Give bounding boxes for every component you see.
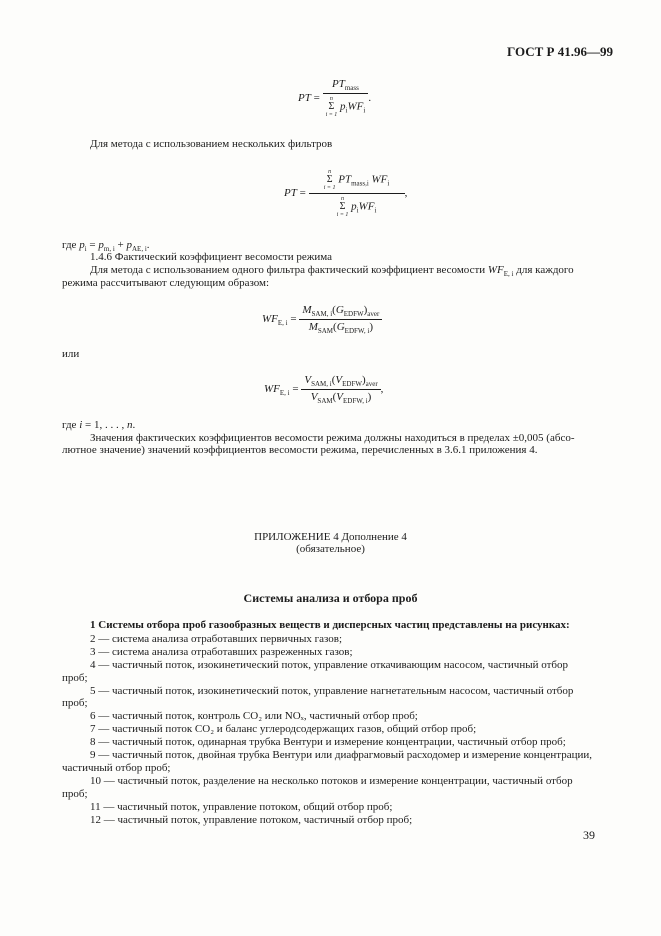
definition-pi: где $p_i = p_{m, i} + p_{AE, i}$. (62, 239, 150, 253)
list-item-continuation: проб; (62, 672, 88, 684)
list-item: 6 — частичный поток, контроль CO₂ или NOₓ, частичный отбор проб; (90, 710, 418, 722)
list-item: 2 — система анализа отработавших первичных газов; (90, 633, 343, 645)
formula-lhs: PT (298, 92, 311, 105)
list-item: 5 — частичный поток, изокинетический поток, управление нагнетательным насосом, частичный отбор (90, 685, 574, 697)
list-item: 8 — частичный поток, одинарная трубка Вентури и измерение концентрации, частичный отбор проб; (90, 736, 566, 748)
paragraph-one-filter-cont: режима рассчитывают следующим образом: (62, 277, 270, 289)
list-item: 9 — частичный поток, двойная трубка Вентури или диафрагмовый расходомер и измерение концентрации, (90, 749, 593, 761)
formula-fraction: $\frac{M_{SAM, i}(G_{EDFW})_{aver}}{M_{SAM}(G_{EDFW, i})}$ (299, 304, 382, 335)
list-item: 10 — частичный поток, разделение на несколько потоков и измерение концентрации, частичный отбор (90, 775, 573, 787)
section-1-4-6: 1.4.6 Фактический коэффициент весомости режима (90, 251, 333, 263)
sum-symbol: n Σ i = 1 (336, 196, 349, 218)
document-header: ГОСТ Р 41.96—99 (507, 44, 613, 59)
formula-pt-single: PT = $PT_{mass}$ n Σ i = 1 $p_iWF_i$ . (298, 78, 372, 118)
num-symbol: PT (332, 78, 345, 90)
list-item: 7 — частичный поток CO₂ и баланс углеродсодержащих газов, общий отбор проб; (90, 723, 477, 735)
formula-fraction: n Σ i = 1 $PT_{mass,i}$ $WF_i$ n Σ i = 1 $p_iWF_i$ (309, 168, 405, 219)
list-item: 4 — частичный поток, изокинетический поток, управление откачивающим насосом, частичный отбор (90, 659, 569, 671)
formula-wf-volume: $WF_{E, i}$ = $\frac{V_{SAM, i}(V_{EDFW})_{aver}}{V_{SAM}(V_{EDFW, i})}$ , (264, 374, 384, 405)
formula-fraction: $\frac{V_{SAM, i}(V_{EDFW})_{aver}}{V_{SAM}(V_{EDFW, i})}$ (301, 374, 380, 405)
paragraph-one-filter: Для метода с использованием одного фильтра фактический коэффициент весомости $WF_{E, i}$ для каждого (90, 264, 574, 278)
page-number: 39 (583, 828, 595, 842)
list-item: 11 — частичный поток, управление потоком, общий отбор проб; (90, 801, 393, 813)
section-title: Системы анализа и отбора проб (243, 591, 418, 605)
list-item-continuation: частичный отбор проб; (62, 762, 171, 774)
formula-pt-multi: PT = n Σ i = 1 $PT_{mass,i}$ $WF_i$ n Σ i = 1 $p_iWF_i$ , (284, 169, 408, 218)
paragraph-values-line2: лютное значение) значений коэффициентов весомости режима, перечисленных в 3.6.1 приложения 4. (62, 444, 538, 456)
list-item-continuation: проб; (62, 697, 88, 709)
formula-fraction: $PT_{mass}$ n Σ i = 1 $p_iWF_i$ (323, 78, 369, 119)
paragraph-values-line1: Значения фактических коэффициентов весомости режима должны находиться в пределах ±0,005 (абсо- (90, 432, 575, 444)
num-subscript: mass (344, 84, 359, 92)
appendix-title: ПРИЛОЖЕНИЕ 4 Дополнение 4 (254, 531, 407, 543)
definition-i: где i = 1, . . . , n. (62, 419, 136, 431)
formula-wf-mass: $WF_{E, i}$ = $\frac{M_{SAM, i}(G_{EDFW})_{aver}}{M_{SAM}(G_{EDFW, i})}$ (262, 304, 382, 335)
appendix-subtitle: (обязательное) (296, 543, 365, 555)
paragraph-multi-filter: Для метода с использованием нескольких фильтров (90, 138, 333, 150)
sum-symbol: n Σ i = 1 (325, 96, 338, 118)
sum-symbol: n Σ i = 1 (323, 169, 336, 191)
list-item-continuation: проб; (62, 788, 88, 800)
word-or: или (62, 348, 80, 360)
list-item: 3 — система анализа отработавших разреженных газов; (90, 646, 353, 658)
item-1-heading: 1 Системы отбора проб газообразных веществ и дисперсных частиц представлены на рисунках: (90, 619, 570, 631)
list-item: 12 — частичный поток, управление потоком, частичный отбор проб; (90, 814, 413, 826)
